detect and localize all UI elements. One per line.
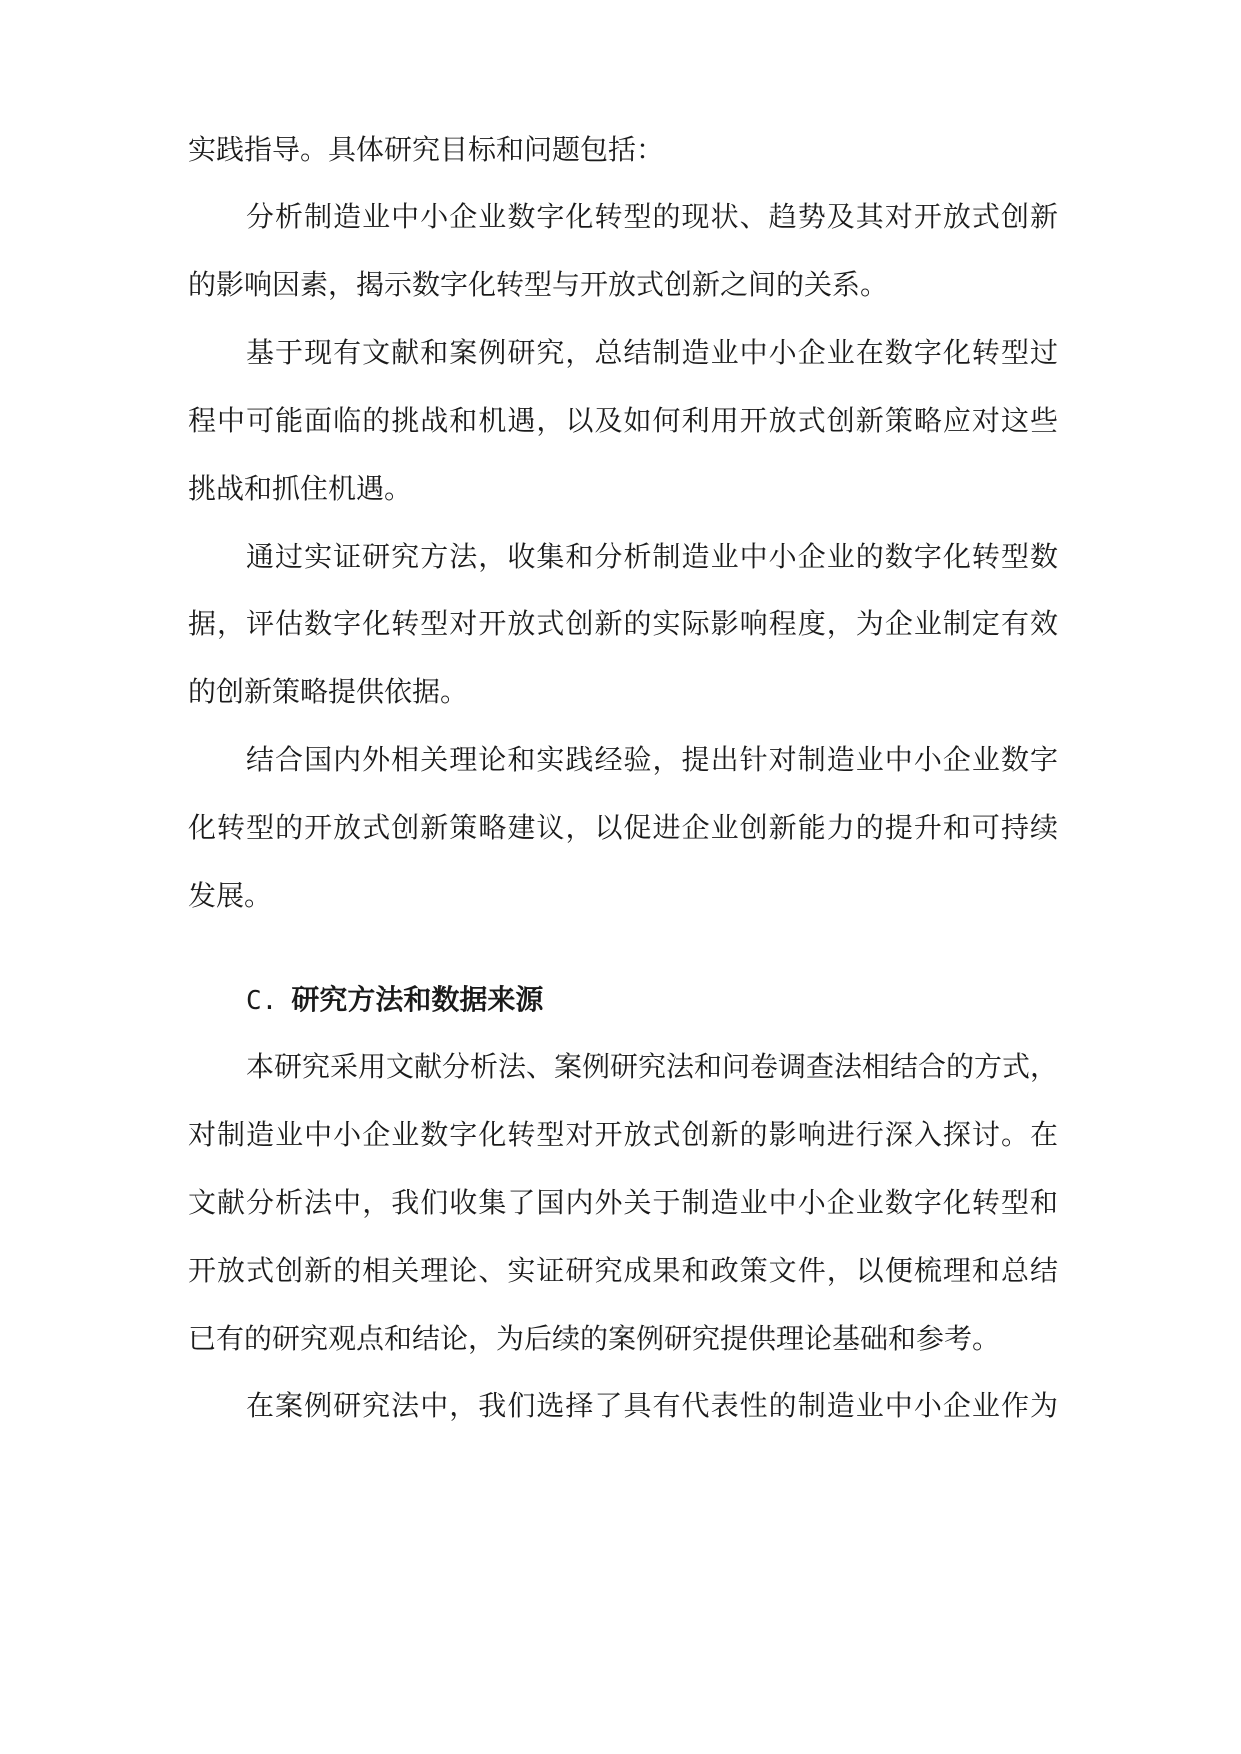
paragraph-line: 本研究采用文献分析法、案例研究法和问卷调查法相结合的方式， (246, 1050, 1059, 1083)
paragraph-line: 开放式创新的相关理论、实证研究成果和政策文件，以便梳理和总结 (188, 1254, 1058, 1287)
paragraph-line: 的创新策略提供依据。 (188, 675, 469, 708)
paragraph-line: 挑战和抓住机遇。 (188, 472, 413, 505)
paragraph-line: 的影响因素，揭示数字化转型与开放式创新之间的关系。 (188, 268, 889, 301)
paragraph-line: 通过实证研究方法，收集和分析制造业中小企业的数字化转型数 (246, 540, 1058, 573)
paragraph-line: 化转型的开放式创新策略建议，以促进企业创新能力的提升和可持续 (188, 811, 1058, 844)
paragraph-line: 实践指导。具体研究目标和问题包括： (188, 133, 665, 166)
paragraph-line: 分析制造业中小企业数字化转型的现状、趋势及其对开放式创新 (246, 200, 1058, 233)
paragraph-line: 基于现有文献和案例研究，总结制造业中小企业在数字化转型过 (246, 336, 1058, 369)
paragraph-line: 结合国内外相关理论和实践经验，提出针对制造业中小企业数字 (246, 743, 1058, 776)
paragraph-line: 已有的研究观点和结论，为后续的案例研究提供理论基础和参考。 (188, 1322, 1001, 1355)
section-title: 研究方法和数据来源 (291, 983, 544, 1016)
section-heading (246, 980, 1058, 1020)
paragraph-line: 对制造业中小企业数字化转型对开放式创新的影响进行深入探讨。在 (188, 1118, 1058, 1151)
paragraph-line: 据，评估数字化转型对开放式创新的实际影响程度，为企业制定有效 (188, 607, 1058, 640)
section-number: C. (246, 986, 278, 1016)
paragraph-line: 发展。 (188, 879, 273, 912)
paragraph-line: 程中可能面临的挑战和机遇，以及如何利用开放式创新策略应对这些 (188, 404, 1058, 437)
paragraph-line: 在案例研究法中，我们选择了具有代表性的制造业中小企业作为 (246, 1389, 1058, 1422)
paragraph-line: 文献分析法中，我们收集了国内外关于制造业中小企业数字化转型和 (188, 1186, 1058, 1219)
